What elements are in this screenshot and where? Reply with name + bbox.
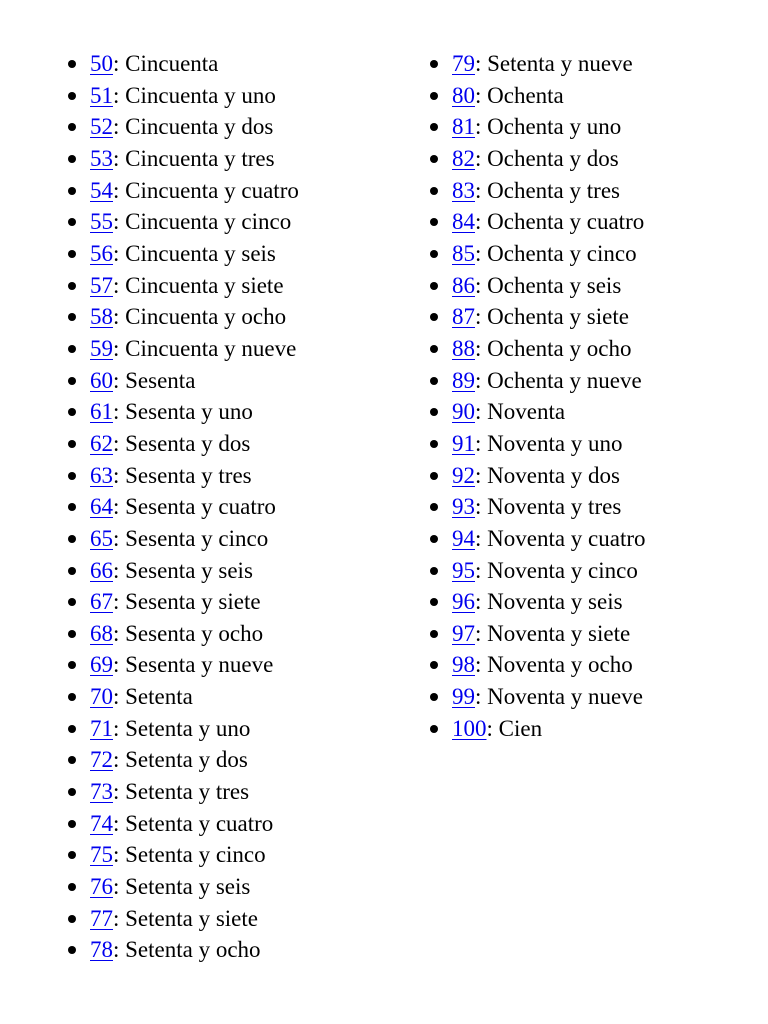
number-link[interactable]: 57 bbox=[90, 272, 113, 298]
number-link[interactable]: 93 bbox=[452, 494, 475, 520]
separator: : bbox=[113, 304, 126, 330]
bullet-icon bbox=[68, 535, 76, 543]
number-word: Setenta y cuatro bbox=[125, 810, 274, 836]
bullet-icon bbox=[430, 377, 438, 385]
bullet-icon bbox=[430, 661, 438, 669]
number-link[interactable]: 51 bbox=[90, 82, 113, 108]
separator: : bbox=[113, 114, 126, 140]
separator: : bbox=[113, 399, 126, 425]
number-link[interactable]: 70 bbox=[90, 684, 113, 710]
bullet-icon bbox=[68, 851, 76, 859]
bullet-icon bbox=[68, 92, 76, 100]
number-word: Sesenta bbox=[125, 367, 196, 393]
bullet-icon bbox=[68, 123, 76, 131]
bullet-icon bbox=[430, 92, 438, 100]
number-link[interactable]: 89 bbox=[452, 367, 475, 393]
separator: : bbox=[113, 620, 126, 646]
bullet-icon bbox=[68, 693, 76, 701]
list-item bbox=[426, 48, 756, 80]
separator: : bbox=[113, 145, 126, 171]
separator: : bbox=[475, 557, 488, 583]
number-link[interactable]: 100 bbox=[452, 715, 487, 741]
list-item bbox=[64, 175, 404, 207]
number-word: Ochenta y siete bbox=[487, 304, 629, 330]
number-link[interactable]: 95 bbox=[452, 557, 475, 583]
number-word: Sesenta y uno bbox=[125, 399, 253, 425]
number-link[interactable]: 56 bbox=[90, 240, 113, 266]
number-word: Ochenta y uno bbox=[487, 114, 622, 140]
separator: : bbox=[486, 715, 499, 741]
number-word: Setenta y dos bbox=[125, 747, 248, 773]
bullet-icon bbox=[430, 598, 438, 606]
separator: : bbox=[475, 399, 488, 425]
number-list-right-column bbox=[426, 48, 756, 744]
bullet-icon bbox=[68, 282, 76, 290]
list-item bbox=[64, 618, 404, 650]
number-word: Ochenta y seis bbox=[487, 272, 622, 298]
list-item bbox=[64, 808, 404, 840]
separator: : bbox=[113, 905, 126, 931]
number-word: Setenta y tres bbox=[125, 779, 250, 805]
list-item bbox=[426, 238, 756, 270]
separator: : bbox=[113, 272, 126, 298]
bullet-icon bbox=[68, 218, 76, 226]
bullet-icon bbox=[430, 345, 438, 353]
number-word: Cincuenta y ocho bbox=[125, 304, 287, 330]
separator: : bbox=[113, 82, 126, 108]
list-item bbox=[64, 555, 404, 587]
bullet-icon bbox=[68, 820, 76, 828]
number-link[interactable]: 64 bbox=[90, 494, 113, 520]
separator: : bbox=[475, 82, 488, 108]
number-word: Setenta y siete bbox=[125, 905, 258, 931]
number-word: Setenta y ocho bbox=[125, 937, 261, 963]
list-item bbox=[64, 934, 404, 966]
separator: : bbox=[113, 462, 126, 488]
number-link[interactable]: 67 bbox=[90, 589, 113, 615]
separator: : bbox=[475, 51, 488, 76]
number-word: Noventa y ocho bbox=[487, 652, 633, 678]
list-item bbox=[64, 143, 404, 175]
list-item bbox=[64, 871, 404, 903]
separator: : bbox=[113, 177, 126, 203]
bullet-icon bbox=[68, 788, 76, 796]
number-link[interactable]: 91 bbox=[452, 430, 475, 456]
number-link[interactable]: 86 bbox=[452, 272, 475, 298]
number-word: Cincuenta y uno bbox=[125, 82, 276, 108]
separator: : bbox=[113, 874, 126, 900]
list-item bbox=[426, 681, 756, 713]
list-item bbox=[64, 48, 404, 80]
separator: : bbox=[113, 494, 126, 520]
separator: : bbox=[475, 272, 488, 298]
number-link[interactable]: 61 bbox=[90, 399, 113, 425]
list-item bbox=[64, 491, 404, 523]
bullet-icon bbox=[68, 187, 76, 195]
number-link[interactable]: 76 bbox=[90, 874, 113, 900]
bullet-icon bbox=[430, 472, 438, 480]
bullet-icon bbox=[68, 408, 76, 416]
number-word: Noventa y seis bbox=[487, 589, 623, 615]
separator: : bbox=[475, 209, 488, 235]
number-word: Ochenta y nueve bbox=[487, 367, 642, 393]
list-item bbox=[64, 206, 404, 238]
bullet-icon bbox=[430, 282, 438, 290]
bullet-icon bbox=[68, 567, 76, 575]
bullet-icon bbox=[430, 725, 438, 733]
list-item bbox=[426, 586, 756, 618]
number-link[interactable]: 85 bbox=[452, 240, 475, 266]
list-item bbox=[426, 111, 756, 143]
list-item bbox=[64, 681, 404, 713]
bullet-icon bbox=[68, 250, 76, 258]
separator: : bbox=[475, 652, 488, 678]
list-item bbox=[64, 365, 404, 397]
separator: : bbox=[475, 177, 488, 203]
bullet-icon bbox=[68, 377, 76, 385]
number-word: Setenta y seis bbox=[125, 874, 251, 900]
list-item bbox=[64, 238, 404, 270]
number-word: Noventa bbox=[487, 399, 566, 425]
number-link[interactable]: 88 bbox=[452, 335, 475, 361]
number-link[interactable]: 71 bbox=[90, 715, 113, 741]
number-word: Ochenta y cinco bbox=[487, 240, 637, 266]
bullet-icon bbox=[68, 60, 76, 68]
list-item bbox=[64, 523, 404, 555]
number-word: Sesenta y nueve bbox=[125, 652, 274, 678]
number-word: Sesenta y cuatro bbox=[125, 494, 276, 520]
separator: : bbox=[113, 779, 126, 805]
number-link[interactable]: 80 bbox=[452, 82, 475, 108]
number-link[interactable]: 52 bbox=[90, 114, 113, 140]
list-item bbox=[64, 776, 404, 808]
list-item bbox=[426, 649, 756, 681]
bullet-icon bbox=[68, 756, 76, 764]
list-item bbox=[426, 80, 756, 112]
number-word: Sesenta y tres bbox=[125, 462, 252, 488]
separator: : bbox=[113, 652, 126, 678]
number-link[interactable]: 50 bbox=[90, 51, 113, 76]
number-link[interactable]: 73 bbox=[90, 779, 113, 805]
bullet-icon bbox=[68, 155, 76, 163]
number-link[interactable]: 79 bbox=[452, 51, 475, 76]
list-item bbox=[426, 523, 756, 555]
bullet-icon bbox=[68, 725, 76, 733]
list-item bbox=[64, 713, 404, 745]
separator: : bbox=[113, 747, 126, 773]
separator: : bbox=[475, 145, 488, 171]
number-link[interactable]: 58 bbox=[90, 304, 113, 330]
bullet-icon bbox=[430, 123, 438, 131]
separator: : bbox=[113, 937, 126, 963]
list-item bbox=[64, 839, 404, 871]
bullet-icon bbox=[430, 313, 438, 321]
separator: : bbox=[475, 430, 488, 456]
number-link[interactable]: 92 bbox=[452, 462, 475, 488]
bullet-icon bbox=[68, 915, 76, 923]
separator: : bbox=[113, 589, 126, 615]
bullet-icon bbox=[68, 472, 76, 480]
bullet-icon bbox=[68, 503, 76, 511]
separator: : bbox=[113, 557, 126, 583]
number-link[interactable]: 83 bbox=[452, 177, 475, 203]
separator: : bbox=[475, 462, 488, 488]
number-word: Noventa y cuatro bbox=[487, 525, 646, 551]
bullet-icon bbox=[68, 598, 76, 606]
number-link[interactable]: 75 bbox=[90, 842, 113, 868]
number-link[interactable]: 84 bbox=[452, 209, 475, 235]
bullet-icon bbox=[68, 345, 76, 353]
bullet-icon bbox=[430, 408, 438, 416]
separator: : bbox=[113, 525, 126, 551]
number-link[interactable]: 65 bbox=[90, 525, 113, 551]
number-word: Sesenta y dos bbox=[125, 430, 251, 456]
list-item bbox=[64, 333, 404, 365]
list-item bbox=[64, 301, 404, 333]
number-link[interactable]: 55 bbox=[90, 209, 113, 235]
bullet-icon bbox=[68, 883, 76, 891]
number-list-left-column bbox=[64, 48, 404, 966]
number-link[interactable]: 60 bbox=[90, 367, 113, 393]
list-item bbox=[426, 333, 756, 365]
list-item bbox=[426, 460, 756, 492]
number-link[interactable]: 94 bbox=[452, 525, 475, 551]
separator: : bbox=[475, 620, 488, 646]
number-link[interactable]: 53 bbox=[90, 145, 113, 171]
separator: : bbox=[113, 367, 126, 393]
bullet-icon bbox=[430, 155, 438, 163]
bullet-icon bbox=[68, 630, 76, 638]
number-link[interactable]: 90 bbox=[452, 399, 475, 425]
number-word: Noventa y nueve bbox=[487, 684, 643, 710]
separator: : bbox=[113, 842, 126, 868]
list-item bbox=[426, 713, 756, 745]
number-word: Setenta bbox=[125, 684, 193, 710]
separator: : bbox=[113, 209, 126, 235]
number-link[interactable]: 66 bbox=[90, 557, 113, 583]
separator: : bbox=[475, 494, 488, 520]
number-word: Sesenta y cinco bbox=[125, 525, 269, 551]
list-item bbox=[64, 460, 404, 492]
list-item bbox=[426, 555, 756, 587]
number-word: Ochenta bbox=[487, 82, 564, 108]
number-link[interactable]: 63 bbox=[90, 462, 113, 488]
separator: : bbox=[475, 367, 488, 393]
separator: : bbox=[475, 304, 488, 330]
number-link[interactable]: 96 bbox=[452, 589, 475, 615]
list-item bbox=[426, 396, 756, 428]
number-word: Cincuenta y tres bbox=[125, 145, 275, 171]
list-item bbox=[64, 586, 404, 618]
bullet-icon bbox=[68, 946, 76, 954]
list-item bbox=[426, 206, 756, 238]
separator: : bbox=[113, 684, 126, 710]
list-item bbox=[426, 428, 756, 460]
separator: : bbox=[475, 240, 488, 266]
bullet-icon bbox=[430, 440, 438, 448]
number-link[interactable]: 98 bbox=[452, 652, 475, 678]
separator: : bbox=[475, 335, 488, 361]
list-item bbox=[426, 143, 756, 175]
number-word: Ochenta y ocho bbox=[487, 335, 632, 361]
number-word: Cincuenta y nueve bbox=[125, 335, 297, 361]
number-link[interactable]: 62 bbox=[90, 430, 113, 456]
number-word: Setenta y nueve bbox=[487, 51, 633, 76]
separator: : bbox=[475, 114, 488, 140]
number-word: Cincuenta y dos bbox=[125, 114, 274, 140]
bullet-icon bbox=[68, 661, 76, 669]
list-item bbox=[426, 175, 756, 207]
number-link[interactable]: 97 bbox=[452, 620, 475, 646]
bullet-icon bbox=[430, 187, 438, 195]
number-word: Cien bbox=[498, 715, 543, 741]
separator: : bbox=[113, 240, 126, 266]
bullet-icon bbox=[430, 535, 438, 543]
list-item bbox=[64, 270, 404, 302]
number-link[interactable]: 77 bbox=[90, 905, 113, 931]
list-item bbox=[426, 270, 756, 302]
number-word: Cincuenta bbox=[125, 51, 219, 76]
list-item bbox=[64, 428, 404, 460]
separator: : bbox=[113, 715, 126, 741]
list-item bbox=[426, 491, 756, 523]
bullet-icon bbox=[68, 440, 76, 448]
separator: : bbox=[113, 335, 126, 361]
number-word: Ochenta y dos bbox=[487, 145, 619, 171]
number-link[interactable]: 54 bbox=[90, 177, 113, 203]
bullet-icon bbox=[430, 630, 438, 638]
number-word: Cincuenta y seis bbox=[125, 240, 276, 266]
number-word: Setenta y uno bbox=[125, 715, 251, 741]
number-link[interactable]: 74 bbox=[90, 810, 113, 836]
separator: : bbox=[475, 525, 488, 551]
list-item bbox=[64, 111, 404, 143]
bullet-icon bbox=[430, 250, 438, 258]
separator: : bbox=[113, 810, 126, 836]
number-link[interactable]: 59 bbox=[90, 335, 113, 361]
separator: : bbox=[113, 430, 126, 456]
number-link[interactable]: 72 bbox=[90, 747, 113, 773]
number-word: Noventa y uno bbox=[487, 430, 623, 456]
number-link[interactable]: 78 bbox=[90, 937, 113, 963]
number-link[interactable]: 68 bbox=[90, 620, 113, 646]
list-item bbox=[426, 365, 756, 397]
number-link[interactable]: 99 bbox=[452, 684, 475, 710]
number-word: Ochenta y cuatro bbox=[487, 209, 645, 235]
list-item bbox=[64, 80, 404, 112]
number-word: Cincuenta y siete bbox=[125, 272, 284, 298]
number-word: Ochenta y tres bbox=[487, 177, 620, 203]
number-word: Setenta y cinco bbox=[125, 842, 266, 868]
number-word: Sesenta y siete bbox=[125, 589, 261, 615]
number-word: Cincuenta y cuatro bbox=[125, 177, 299, 203]
number-link[interactable]: 81 bbox=[452, 114, 475, 140]
list-item bbox=[64, 649, 404, 681]
list-item bbox=[64, 903, 404, 935]
number-link[interactable]: 82 bbox=[452, 145, 475, 171]
number-word: Sesenta y ocho bbox=[125, 620, 264, 646]
number-link[interactable]: 69 bbox=[90, 652, 113, 678]
number-word: Sesenta y seis bbox=[125, 557, 253, 583]
number-word: Cincuenta y cinco bbox=[125, 209, 292, 235]
number-link[interactable]: 87 bbox=[452, 304, 475, 330]
bullet-icon bbox=[430, 60, 438, 68]
bullet-icon bbox=[430, 503, 438, 511]
separator: : bbox=[475, 589, 488, 615]
list-item bbox=[426, 618, 756, 650]
number-word: Noventa y dos bbox=[487, 462, 621, 488]
list-item bbox=[426, 301, 756, 333]
bullet-icon bbox=[68, 313, 76, 321]
list-item bbox=[64, 396, 404, 428]
number-word: Noventa y tres bbox=[487, 494, 622, 520]
bullet-icon bbox=[430, 567, 438, 575]
list-item bbox=[64, 744, 404, 776]
separator: : bbox=[113, 51, 126, 76]
number-word: Noventa y siete bbox=[487, 620, 631, 646]
bullet-icon bbox=[430, 693, 438, 701]
bullet-icon bbox=[430, 218, 438, 226]
number-word: Noventa y cinco bbox=[487, 557, 638, 583]
separator: : bbox=[475, 684, 488, 710]
